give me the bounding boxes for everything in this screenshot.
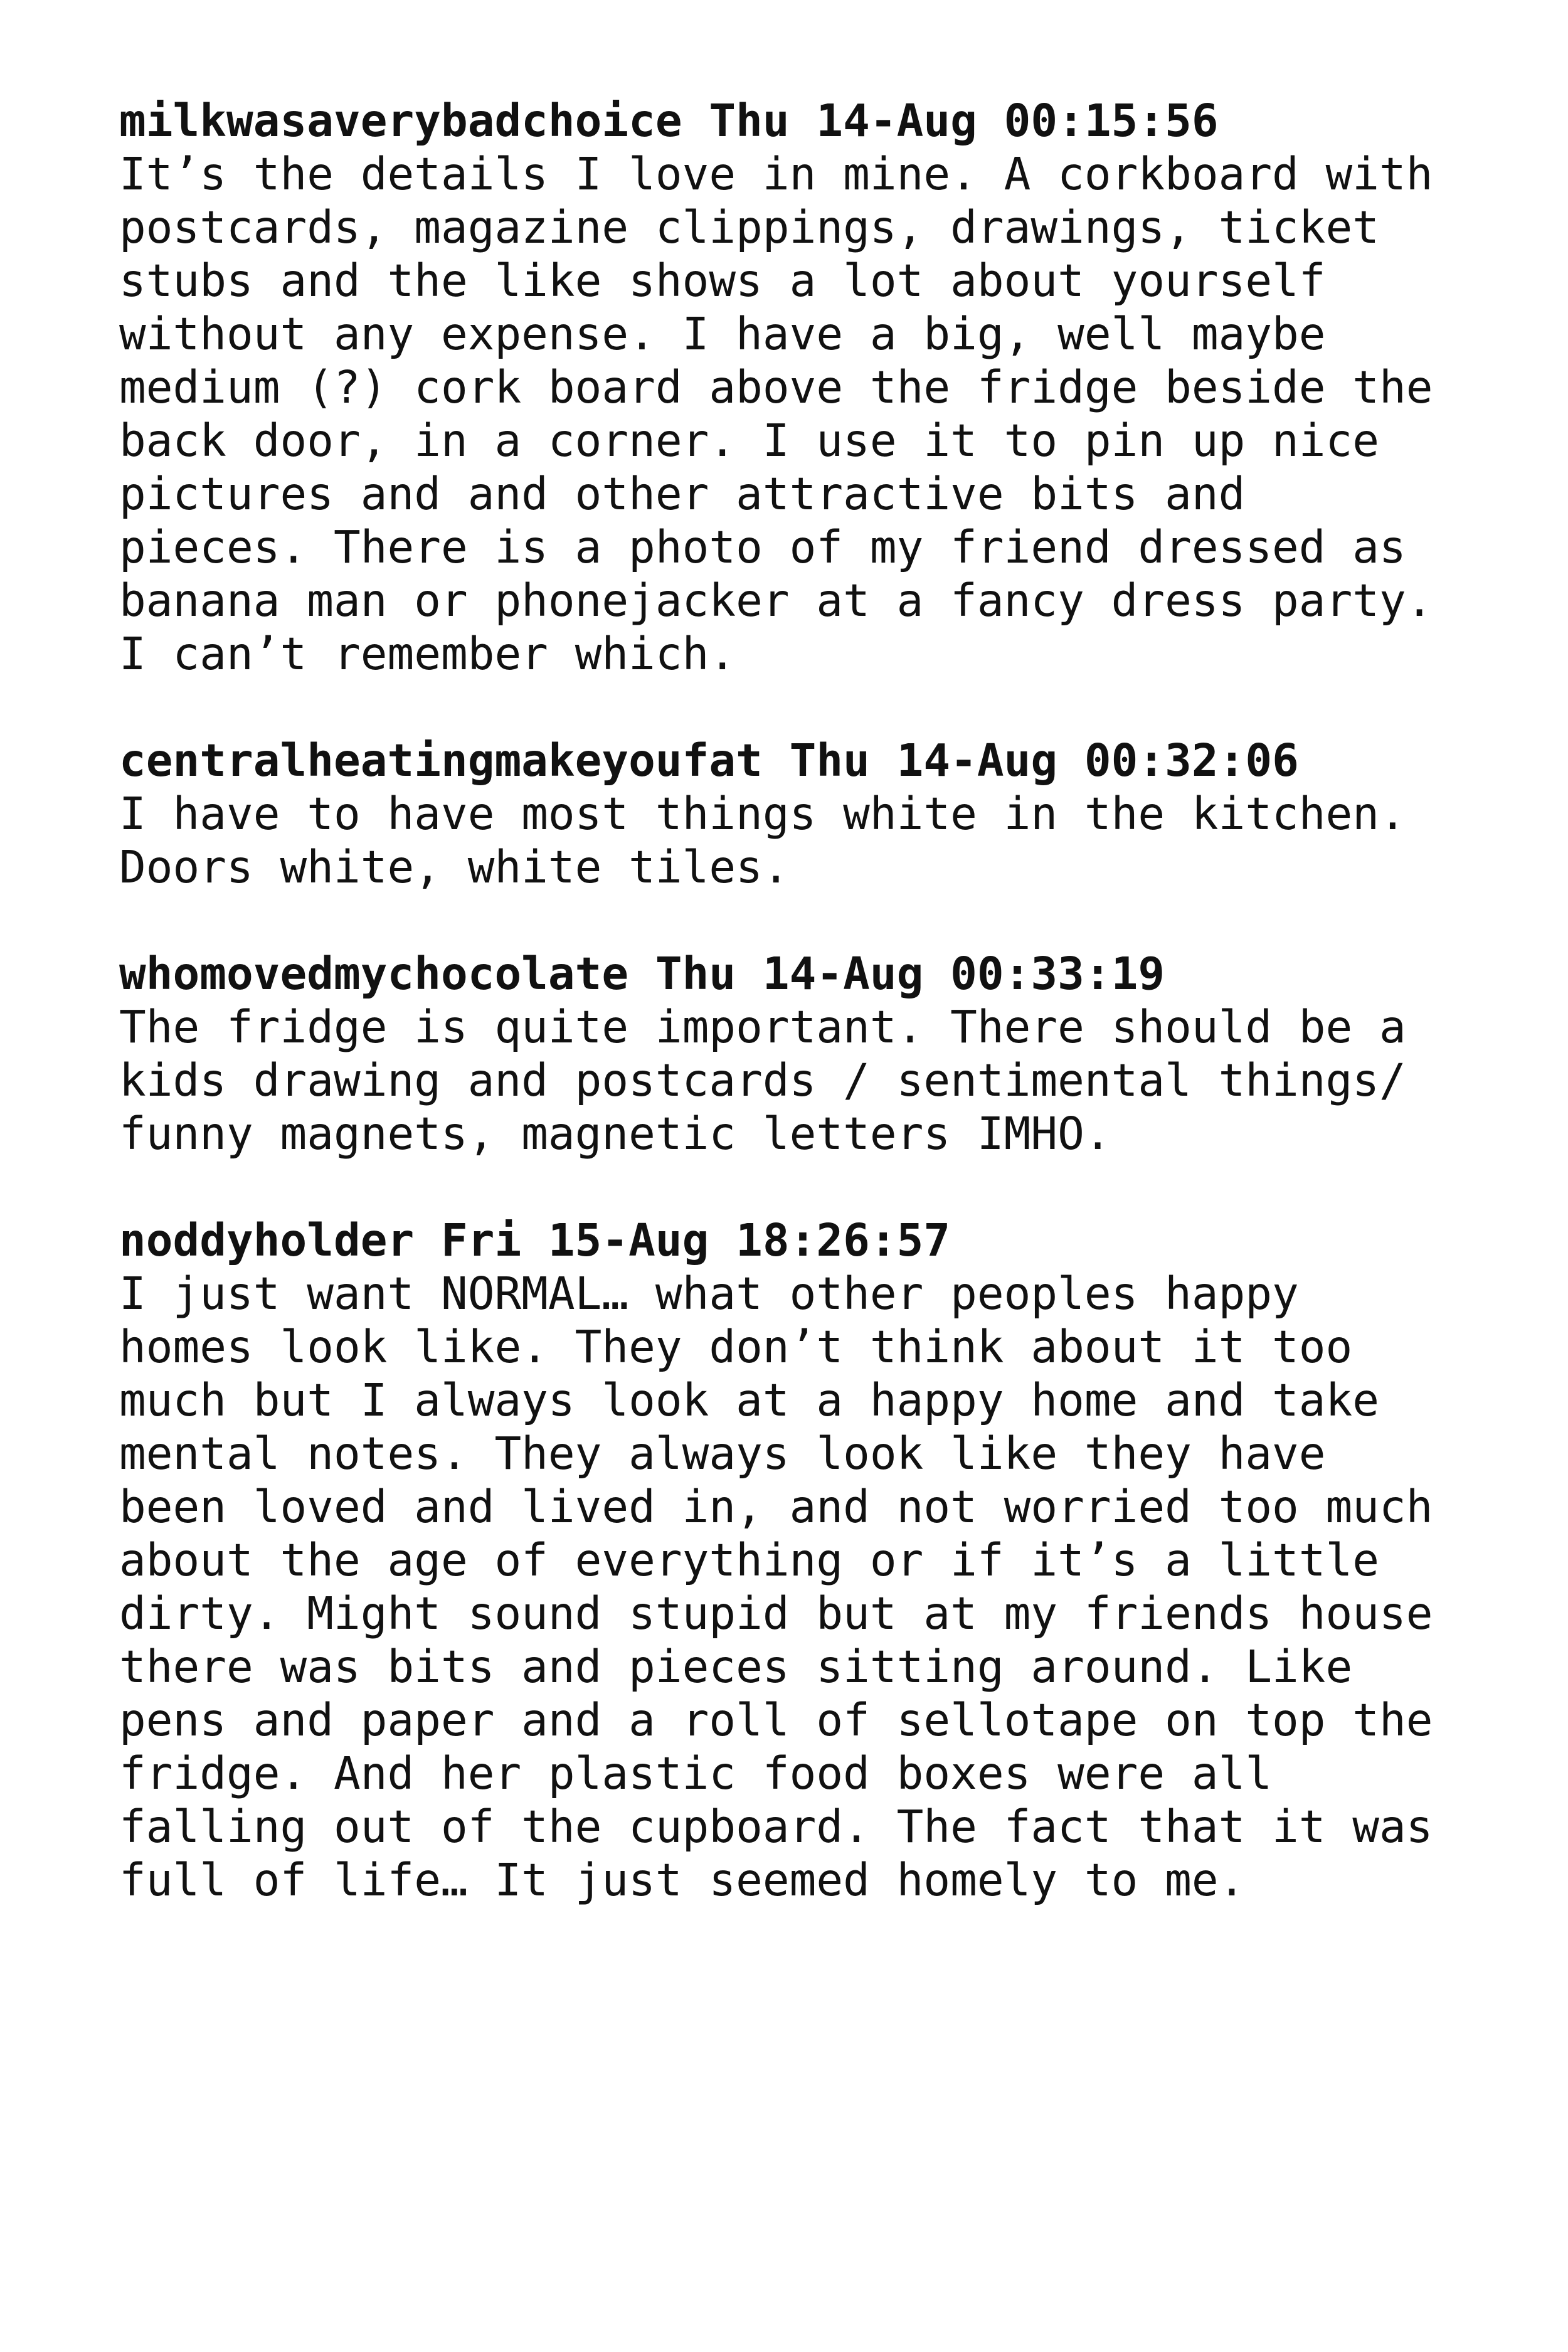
comment-post [119, 94, 1499, 681]
comment-line: mental notes. They always look like they have [119, 1428, 1326, 1480]
comment-line: about the age of everything or if it’s a little [119, 1534, 1380, 1586]
comment-line: I have to have most things white in the kitchen. [119, 788, 1406, 840]
comment-line: It’s the details I love in mine. A corkboard with [119, 148, 1433, 200]
comment-timestamp: Thu 14-Aug 00:15:56 [709, 95, 1219, 147]
comment-line: homes look like. They don’t think about it too [119, 1321, 1353, 1373]
comment-post [119, 947, 1499, 1160]
comment-line: I just want NORMAL… what other peoples happy [119, 1268, 1299, 1320]
comment-line: Doors white, white tiles. [119, 841, 790, 893]
comment-line: pens and paper and a roll of sellotape on top the [119, 1694, 1433, 1746]
comment-line: full of life… It just seemed homely to me. [119, 1854, 1246, 1906]
comment-line: back door, in a corner. I use it to pin up nice [119, 415, 1380, 467]
comment-post [119, 734, 1499, 894]
comment-body [119, 147, 1499, 681]
comment-line: there was bits and pieces sitting around. Like [119, 1641, 1353, 1693]
comment-header [119, 947, 1499, 1000]
comment-body [119, 1267, 1499, 1907]
comment-author: whomovedmychocolate [119, 948, 629, 1000]
comment-header [119, 734, 1499, 787]
comment-author: centralheatingmakeyoufat [119, 734, 763, 787]
comment-body [119, 787, 1499, 894]
comment-line: dirty. Might sound stupid but at my friends house [119, 1587, 1433, 1640]
comment-post [119, 1214, 1499, 1907]
comment-line: medium (?) cork board above the fridge beside the [119, 361, 1433, 413]
comment-thread [119, 94, 1499, 1960]
comment-line: been loved and lived in, and not worried too much [119, 1481, 1433, 1533]
comment-author: noddyholder [119, 1214, 415, 1266]
comment-line: The fridge is quite important. There should be a [119, 1001, 1406, 1053]
comment-timestamp: Fri 15-Aug 18:26:57 [440, 1214, 951, 1266]
comment-line: without any expense. I have a big, well maybe [119, 308, 1326, 360]
comment-line: kids drawing and postcards / sentimental things/ [119, 1054, 1406, 1106]
comment-timestamp: Thu 14-Aug 00:33:19 [655, 948, 1165, 1000]
comment-line: pictures and and other attractive bits and [119, 468, 1246, 520]
comment-line: stubs and the like shows a lot about yourself [119, 255, 1326, 307]
comment-line: postcards, magazine clippings, drawings, ticket [119, 201, 1380, 253]
comment-header [119, 1214, 1499, 1267]
comment-line: fridge. And her plastic food boxes were all [119, 1747, 1273, 1799]
comment-line: I can’t remember which. [119, 628, 736, 680]
comment-body [119, 1000, 1499, 1160]
comment-line: funny magnets, magnetic letters IMHO. [119, 1108, 1111, 1160]
comment-header [119, 94, 1499, 147]
comment-author: milkwasaverybadchoice [119, 95, 682, 147]
comment-line: banana man or phonejacker at a fancy dress party. [119, 575, 1433, 627]
comment-timestamp: Thu 14-Aug 00:32:06 [789, 734, 1299, 787]
comment-line: pieces. There is a photo of my friend dressed as [119, 521, 1406, 573]
comment-line: falling out of the cupboard. The fact that it was [119, 1801, 1433, 1853]
comment-line: much but I always look at a happy home and take [119, 1374, 1380, 1426]
